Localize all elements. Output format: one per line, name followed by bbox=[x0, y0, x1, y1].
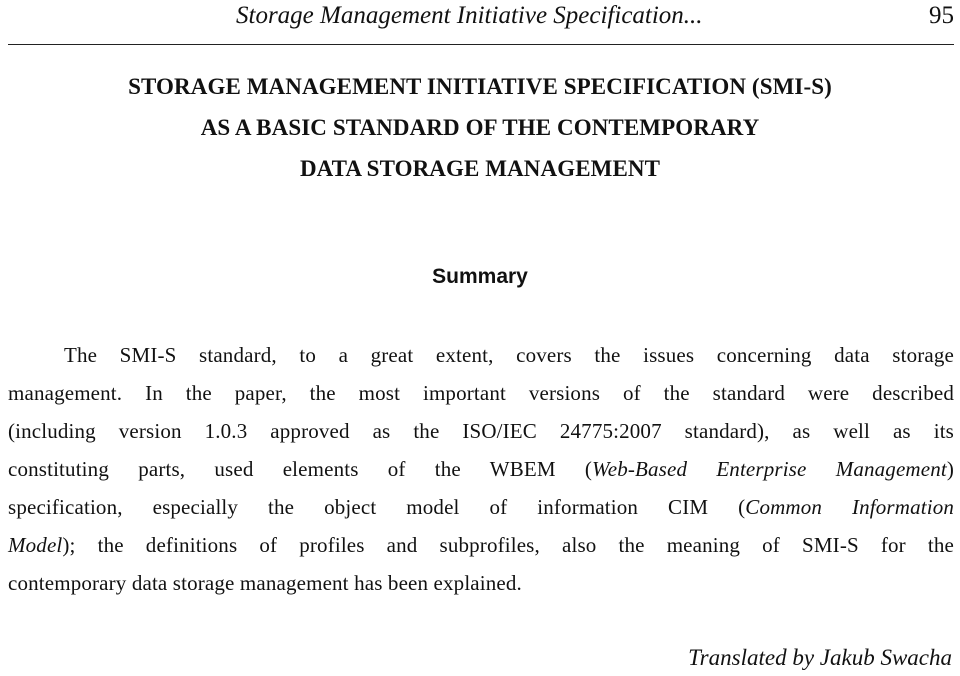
translator-credit: Translated by Jakub Swacha bbox=[688, 645, 952, 670]
article-title bbox=[0, 66, 960, 189]
summary-paragraph bbox=[8, 336, 954, 602]
title-line-1: STORAGE MANAGEMENT INITIATIVE SPECIFICATION (SMI-S) bbox=[128, 74, 832, 99]
summary-line-2: management. In the paper, the most important versions of the standard were described bbox=[8, 381, 954, 405]
summary-line-4 bbox=[8, 450, 954, 488]
cim-term-end: Model bbox=[8, 533, 63, 557]
summary-line-5-text-a: specification, especially the object model of information CIM ( bbox=[8, 495, 746, 519]
summary-line-4-text-a: constituting parts, used elements of the WBEM ( bbox=[8, 457, 593, 481]
running-title: Storage Management Initiative Specification... bbox=[236, 2, 703, 29]
title-line-3: DATA STORAGE MANAGEMENT bbox=[299, 156, 661, 181]
summary-line-3: (including version 1.0.3 approved as the ISO/IEC 24775:2007 standard), as well as its bbox=[8, 419, 954, 443]
cim-term: Common Information bbox=[745, 495, 954, 519]
summary-line-6 bbox=[8, 526, 954, 564]
title-line-2: AS A BASIC STANDARD OF THE CONTEMPORARY bbox=[200, 115, 760, 140]
summary-heading: Summary bbox=[432, 265, 528, 288]
summary-line-4-text-c: ) bbox=[946, 457, 954, 481]
page-number: 95 bbox=[929, 2, 954, 29]
summary-line-5 bbox=[8, 488, 954, 526]
summary-line-1: The SMI-S standard, to a great extent, covers the issues concerning data storage bbox=[64, 343, 954, 367]
summary-line-6-text-b: ); the definitions of profiles and subprofiles, also the meaning of SMI-S for the bbox=[62, 533, 954, 557]
summary-line-7: contemporary data storage management has been explained. bbox=[8, 571, 522, 595]
wbem-term: Web-Based Enterprise Management bbox=[592, 457, 947, 481]
running-header bbox=[8, 0, 954, 45]
